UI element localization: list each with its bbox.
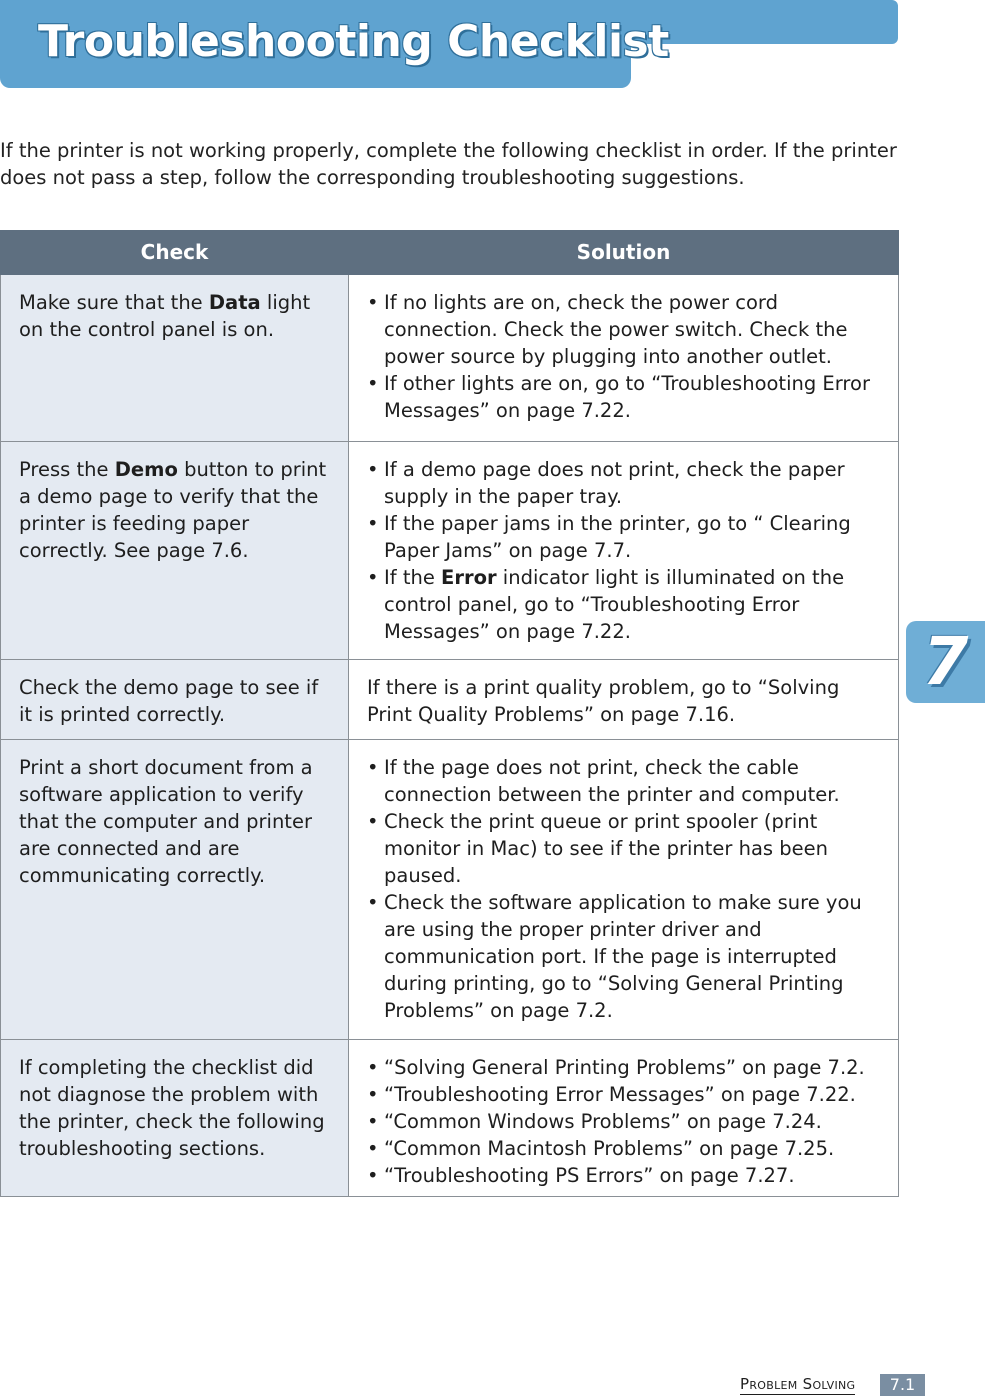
check-cell	[1, 660, 349, 740]
footer-section-label: Problem Solving	[740, 1375, 856, 1393]
check-cell	[1, 740, 349, 1040]
solution-item: • “Solving General Printing Problems” on page 7.2.	[367, 1054, 878, 1081]
title-banner	[0, 0, 669, 88]
check-cell	[1, 442, 349, 660]
check-text: Press the	[19, 458, 115, 481]
solution-item	[367, 564, 878, 645]
table-row	[1, 660, 899, 740]
chapter-tab	[906, 621, 985, 703]
column-header-check: Check	[1, 231, 349, 275]
troubleshooting-table	[0, 230, 899, 1197]
solution-keyword: Error	[441, 566, 497, 589]
check-text: button to print a demo page to verify that the printer is feeding paper correctly. See page 7.6.	[19, 458, 327, 562]
footer-page-number: 7.1	[880, 1374, 925, 1396]
table-row	[1, 275, 899, 442]
solution-item: • If other lights are on, go to “Troubleshooting Error Messages” on page 7.22.	[367, 370, 878, 424]
table-row	[1, 740, 899, 1040]
solution-cell	[349, 740, 899, 1040]
solution-item: • “Troubleshooting Error Messages” on page 7.22.	[367, 1081, 878, 1108]
solution-cell	[349, 660, 899, 740]
solution-text: If the	[384, 566, 442, 589]
solution-cell	[349, 442, 899, 660]
check-cell	[1, 275, 349, 442]
check-text: Check the demo page to see if it is printed correctly.	[19, 676, 319, 726]
solution-text: If there is a print quality problem, go to “Solving Print Quality Problems” on page 7.16.	[367, 676, 840, 726]
solution-cell	[349, 275, 899, 442]
page-title: Troubleshooting Checklist	[38, 16, 669, 67]
solution-item: • “Common Macintosh Problems” on page 7.25.	[367, 1135, 878, 1162]
check-text: light on the control panel is on.	[19, 291, 311, 341]
solution-item: • Check the software application to make sure you are using the proper printer driver and communication port. If the page is interrupted during printing, go to “Solving General Printing Problems” on page 7.2.	[367, 889, 878, 1024]
chapter-number: 7	[922, 623, 969, 700]
solution-text: indicator light is illuminated on the control panel, go to “Troubleshooting Error Messages” on page 7.22.	[384, 566, 845, 643]
solution-item: • If the paper jams in the printer, go to “ Clearing Paper Jams” on page 7.7.	[367, 510, 878, 564]
table-row	[1, 442, 899, 660]
check-text: If completing the checklist did not diagnose the problem with the printer, check the following troubleshooting sections.	[19, 1056, 325, 1160]
intro-paragraph: If the printer is not working properly, complete the following checklist in order. If the printer does not pass a step, follow the corresponding troubleshooting suggestions.	[0, 139, 897, 189]
solution-item: • “Troubleshooting PS Errors” on page 7.27.	[367, 1162, 878, 1189]
solution-item: • “Common Windows Problems” on page 7.24.	[367, 1108, 878, 1135]
solution-cell	[349, 1040, 899, 1197]
solution-item: • If no lights are on, check the power cord connection. Check the power switch. Check the power source by plugging into another outlet.	[367, 289, 878, 370]
solution-item: • Check the print queue or print spooler (print monitor in Mac) to see if the printer has been paused.	[367, 808, 878, 889]
solution-item: • If a demo page does not print, check the paper supply in the paper tray.	[367, 456, 878, 510]
solution-list	[367, 456, 878, 645]
solution-item: • If the page does not print, check the cable connection between the printer and computer.	[367, 754, 878, 808]
check-keyword: Demo	[114, 458, 178, 481]
check-text: Print a short document from a software application to verify that the computer and printer are connected and are communicating correctly.	[19, 756, 313, 887]
table-row	[1, 1040, 899, 1197]
solution-list	[367, 754, 878, 1024]
column-header-solution: Solution	[349, 231, 899, 275]
check-keyword: Data	[208, 291, 261, 314]
solution-list	[367, 289, 878, 424]
solution-list	[367, 1054, 878, 1189]
table-header-row	[1, 231, 899, 275]
check-cell	[1, 1040, 349, 1197]
check-text: Make sure that the	[19, 291, 209, 314]
